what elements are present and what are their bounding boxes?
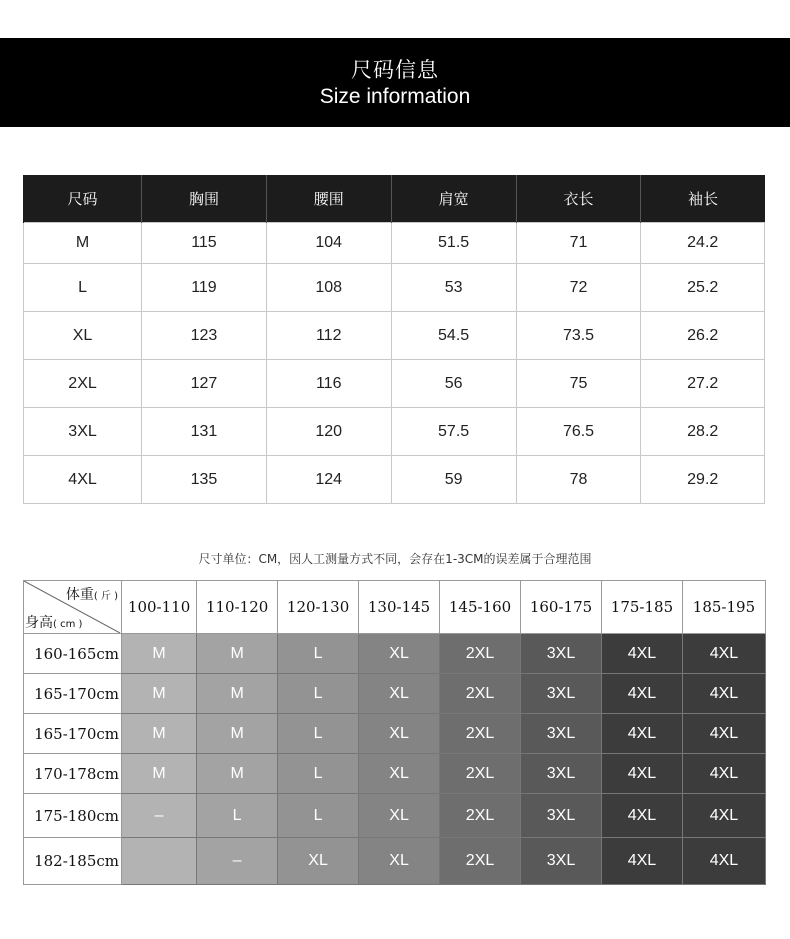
recommended-size-cell: XL bbox=[359, 714, 440, 754]
measurement-cell: 29.2 bbox=[641, 456, 765, 504]
measurement-cell: 51.5 bbox=[391, 223, 516, 264]
recommended-size-cell: 3XL bbox=[521, 714, 602, 754]
recommended-size-cell: XL bbox=[359, 634, 440, 674]
banner-title-cn: 尺码信息 bbox=[351, 58, 439, 82]
recommended-size-cell: – bbox=[122, 794, 197, 838]
recommended-size-cell: 4XL bbox=[601, 794, 682, 838]
recommended-size-cell: 3XL bbox=[521, 634, 602, 674]
measurement-cell: 116 bbox=[266, 360, 391, 408]
recommended-size-cell: XL bbox=[359, 674, 440, 714]
recommended-size-cell: 4XL bbox=[682, 714, 765, 754]
recommended-size-cell: 4XL bbox=[682, 674, 765, 714]
size-label-cell: M bbox=[24, 223, 142, 264]
height-row bbox=[24, 794, 766, 838]
measurement-cell: 112 bbox=[266, 312, 391, 360]
height-row bbox=[24, 754, 766, 794]
recommended-size-cell: 3XL bbox=[521, 674, 602, 714]
header-length: 衣长 bbox=[516, 175, 641, 223]
measurement-cell: 135 bbox=[142, 456, 267, 504]
measurement-cell: 123 bbox=[142, 312, 267, 360]
size-label-cell: L bbox=[24, 264, 142, 312]
height-row bbox=[24, 838, 766, 885]
recommended-size-cell: M bbox=[197, 634, 278, 674]
measurement-cell: 75 bbox=[516, 360, 641, 408]
height-range-cell: 170-178cm bbox=[24, 754, 122, 794]
header-shoulder: 肩宽 bbox=[391, 175, 516, 223]
recommended-size-cell: – bbox=[197, 838, 278, 885]
weight-range-header: 185-195 bbox=[682, 581, 765, 634]
recommended-size-cell: 4XL bbox=[682, 634, 765, 674]
corner-cell bbox=[24, 581, 122, 634]
height-unit: ( cm ) bbox=[53, 619, 83, 630]
measurement-cell: 119 bbox=[142, 264, 267, 312]
measurement-cell: 124 bbox=[266, 456, 391, 504]
measurement-cell: 57.5 bbox=[391, 408, 516, 456]
recommended-size-cell: 4XL bbox=[601, 714, 682, 754]
recommended-size-cell: 2XL bbox=[440, 794, 521, 838]
measurement-cell: 28.2 bbox=[641, 408, 765, 456]
measurement-cell: 115 bbox=[142, 223, 267, 264]
measurement-cell: 73.5 bbox=[516, 312, 641, 360]
size-recommendation-table bbox=[23, 580, 766, 885]
header-chest: 胸围 bbox=[142, 175, 267, 223]
height-range-cell: 182-185cm bbox=[24, 838, 122, 885]
recommended-size-cell: M bbox=[122, 754, 197, 794]
weight-range-header: 110-120 bbox=[197, 581, 278, 634]
weight-header-row bbox=[24, 581, 766, 634]
height-label: 身高 bbox=[25, 615, 53, 631]
recommended-size-cell: 3XL bbox=[521, 754, 602, 794]
recommended-size-cell: M bbox=[197, 714, 278, 754]
measurement-cell: 108 bbox=[266, 264, 391, 312]
height-range-cell: 165-170cm bbox=[24, 714, 122, 754]
measurement-cell: 104 bbox=[266, 223, 391, 264]
banner-title-en: Size information bbox=[319, 85, 471, 108]
recommended-size-cell: L bbox=[197, 794, 278, 838]
recommended-size-cell bbox=[122, 838, 197, 885]
recommended-size-cell: 4XL bbox=[682, 838, 765, 885]
recommended-size-cell: M bbox=[122, 674, 197, 714]
height-row bbox=[24, 674, 766, 714]
recommended-size-cell: XL bbox=[278, 838, 359, 885]
height-row bbox=[24, 714, 766, 754]
recommended-size-cell: 4XL bbox=[601, 634, 682, 674]
measurement-note: 尺寸单位：CM，因人工测量方式不同，会存在1-3CM的误差属于合理范围 bbox=[198, 552, 592, 566]
recommended-size-cell: 4XL bbox=[682, 754, 765, 794]
size-row bbox=[24, 312, 765, 360]
measurement-cell: 59 bbox=[391, 456, 516, 504]
measurement-cell: 24.2 bbox=[641, 223, 765, 264]
weight-range-header: 145-160 bbox=[440, 581, 521, 634]
recommended-size-cell: M bbox=[122, 714, 197, 754]
corner-weight-label bbox=[66, 584, 118, 604]
height-range-cell: 175-180cm bbox=[24, 794, 122, 838]
recommended-size-cell: L bbox=[278, 754, 359, 794]
header-size: 尺码 bbox=[24, 175, 142, 223]
measurement-cell: 56 bbox=[391, 360, 516, 408]
weight-unit: ( 斤 ) bbox=[93, 591, 119, 602]
height-range-cell: 165-170cm bbox=[24, 674, 122, 714]
header-sleeve: 袖长 bbox=[641, 175, 765, 223]
recommended-size-cell: 3XL bbox=[521, 838, 602, 885]
measurement-cell: 120 bbox=[266, 408, 391, 456]
recommended-size-cell: 2XL bbox=[440, 838, 521, 885]
recommended-size-cell: 4XL bbox=[682, 794, 765, 838]
size-chart-table bbox=[23, 175, 765, 504]
header-waist: 腰围 bbox=[266, 175, 391, 223]
size-row bbox=[24, 360, 765, 408]
recommended-size-cell: L bbox=[278, 714, 359, 754]
measurement-cell: 25.2 bbox=[641, 264, 765, 312]
recommended-size-cell: M bbox=[122, 634, 197, 674]
recommended-size-cell: L bbox=[278, 794, 359, 838]
size-row bbox=[24, 264, 765, 312]
measurement-cell: 131 bbox=[142, 408, 267, 456]
recommended-size-cell: M bbox=[197, 754, 278, 794]
recommended-size-cell: L bbox=[278, 634, 359, 674]
weight-range-header: 130-145 bbox=[359, 581, 440, 634]
recommended-size-cell: 4XL bbox=[601, 674, 682, 714]
weight-range-header: 100-110 bbox=[122, 581, 197, 634]
weight-range-header: 175-185 bbox=[601, 581, 682, 634]
corner-height-label bbox=[25, 612, 82, 632]
recommended-size-cell: L bbox=[278, 674, 359, 714]
size-row bbox=[24, 223, 765, 264]
size-row bbox=[24, 408, 765, 456]
recommended-size-cell: XL bbox=[359, 794, 440, 838]
size-row bbox=[24, 456, 765, 504]
size-label-cell: 2XL bbox=[24, 360, 142, 408]
recommended-size-cell: M bbox=[197, 674, 278, 714]
recommended-size-cell: XL bbox=[359, 838, 440, 885]
measurement-cell: 127 bbox=[142, 360, 267, 408]
weight-label: 体重 bbox=[65, 587, 94, 603]
measurement-cell: 72 bbox=[516, 264, 641, 312]
measurement-cell: 76.5 bbox=[516, 408, 641, 456]
weight-range-header: 120-130 bbox=[278, 581, 359, 634]
measurement-cell: 26.2 bbox=[641, 312, 765, 360]
recommended-size-cell: 2XL bbox=[440, 634, 521, 674]
height-range-cell: 160-165cm bbox=[24, 634, 122, 674]
measurement-cell: 71 bbox=[516, 223, 641, 264]
size-label-cell: 4XL bbox=[24, 456, 142, 504]
recommended-size-cell: 2XL bbox=[440, 674, 521, 714]
height-row bbox=[24, 634, 766, 674]
recommended-size-cell: 2XL bbox=[440, 754, 521, 794]
size-label-cell: XL bbox=[24, 312, 142, 360]
recommended-size-cell: 4XL bbox=[601, 838, 682, 885]
weight-range-header: 160-175 bbox=[521, 581, 602, 634]
recommended-size-cell: 4XL bbox=[601, 754, 682, 794]
recommended-size-cell: 2XL bbox=[440, 714, 521, 754]
size-chart-header-row bbox=[24, 175, 765, 223]
measurement-cell: 78 bbox=[516, 456, 641, 504]
measurement-cell: 53 bbox=[391, 264, 516, 312]
header-banner bbox=[0, 38, 790, 127]
recommended-size-cell: 3XL bbox=[521, 794, 602, 838]
measurement-cell: 27.2 bbox=[641, 360, 765, 408]
recommended-size-cell: XL bbox=[359, 754, 440, 794]
measurement-cell: 54.5 bbox=[391, 312, 516, 360]
size-label-cell: 3XL bbox=[24, 408, 142, 456]
